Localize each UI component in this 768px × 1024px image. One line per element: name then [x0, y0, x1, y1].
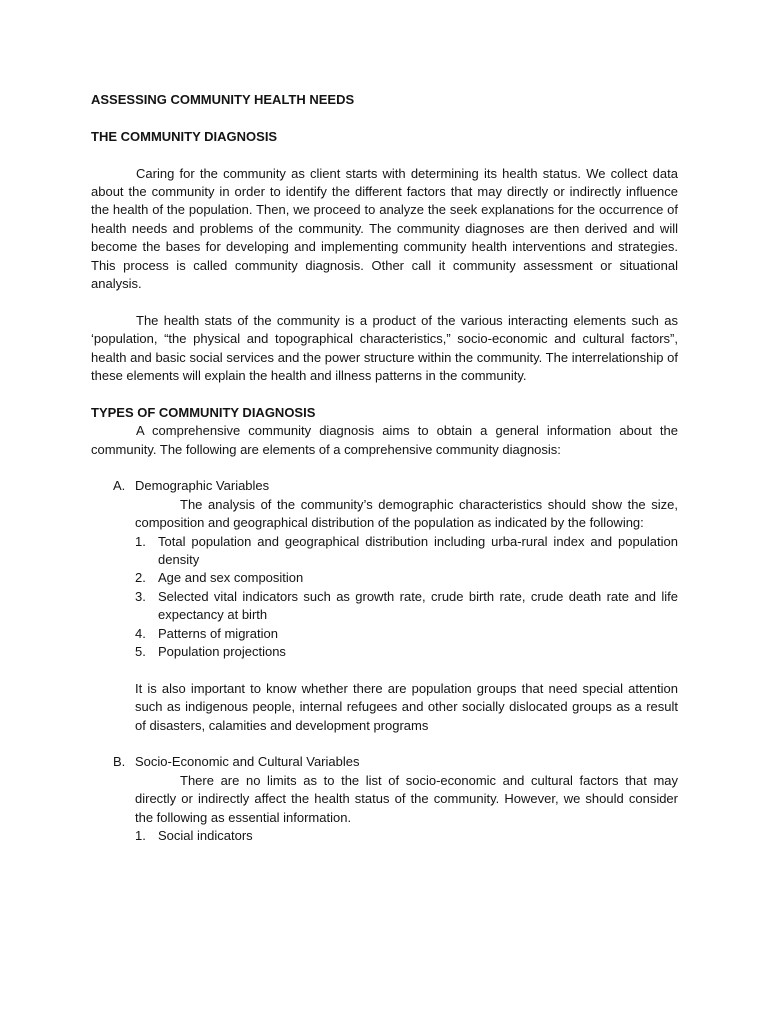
list-item-text: Patterns of migration	[158, 625, 278, 641]
document-content	[91, 91, 678, 845]
list-number: 3.	[135, 588, 146, 604]
spacer	[91, 385, 678, 403]
list-item	[135, 588, 678, 625]
document-subtitle: THE COMMUNITY DIAGNOSIS	[91, 128, 278, 144]
list-item-text: Social indicators	[158, 828, 253, 844]
section-marker: B.	[113, 754, 126, 770]
list-item-text: Selected vital indicators such as growth rate, crude birth rate, crude death rate and life expectancy at birth	[158, 588, 678, 623]
spacer	[91, 735, 678, 753]
list-item	[135, 569, 678, 587]
list-number: 5.	[135, 644, 146, 660]
list-item-text: Total population and geographical distribution including urba-rural index and population density	[158, 533, 678, 568]
list-number: 1.	[135, 828, 146, 844]
list-item-text: Age and sex composition	[158, 570, 304, 586]
list-item	[135, 827, 678, 845]
section-socio-economic-variables	[91, 753, 678, 845]
list-item	[135, 643, 678, 661]
types-intro-paragraph: A comprehensive community diagnosis aims to obtain a general information about the community. The following are elements of a comprehensive community diagnosis:	[91, 423, 678, 457]
special-groups-note: It is also important to know whether there are population groups that need special attention such as indigenous people, internal refugees and other socially dislocated groups as a result of disasters, calamities and development programs	[135, 680, 678, 733]
list-number: 1.	[135, 533, 146, 549]
section-demographic-variables	[91, 477, 678, 735]
intro-paragraph: Caring for the community as client starts with determining its health status. We collect data about the community in order to identify the different factors that may directly or indirectly influence the health of the population. Then, we proceed to analyze the seek explanations for the occurrence of health needs and problems of the community. The community diagnoses are then derived and will become the bases for developing and implementing community health interventions and strategies. This process is called community diagnosis. Other call it community assessment or situational analysis.	[91, 165, 678, 291]
section-body: The analysis of the community’s demographic characteristics should show the size, composition and geographical distribution of the population as indicated by the following:	[135, 496, 678, 531]
section-title: Socio-Economic and Cultural Variables	[135, 754, 360, 770]
list-number: 2.	[135, 570, 146, 586]
spacer	[91, 146, 678, 164]
spacer	[91, 109, 678, 127]
spacer	[91, 293, 678, 311]
spacer	[91, 459, 678, 477]
section-marker: A.	[113, 478, 126, 494]
socio-economic-list	[135, 827, 678, 845]
demographic-list	[135, 533, 678, 662]
section-title: Demographic Variables	[135, 478, 270, 494]
list-number: 4.	[135, 625, 146, 641]
list-item	[135, 625, 678, 643]
section-body: There are no limits as to the list of socio-economic and cultural factors that may directly or indirectly affect the health status of the community. However, we should consider the following as essential information.	[135, 772, 678, 825]
spacer	[135, 661, 678, 679]
list-item	[135, 533, 678, 570]
types-heading: TYPES OF COMMUNITY DIAGNOSIS	[91, 404, 316, 420]
health-status-paragraph: The health stats of the community is a product of the various interacting elements such as ‘population, “the physical and topographical characteristics,” socio-economic and cultural factors”, health and basic social services and the power structure within the community. The interrelationship of these elements will explain the health and illness patterns in the community.	[91, 312, 678, 384]
document-title: ASSESSING COMMUNITY HEALTH NEEDS	[91, 92, 355, 107]
list-item-text: Population projections	[158, 644, 286, 660]
